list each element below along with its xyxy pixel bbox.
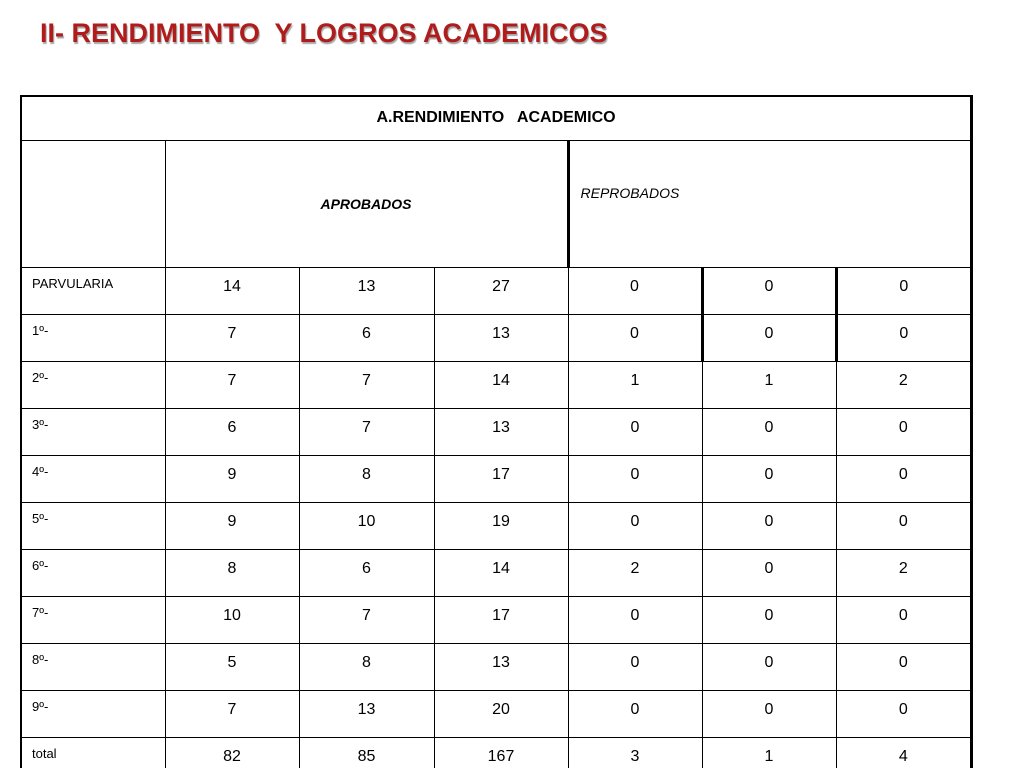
table-cell: 7 — [299, 408, 434, 455]
table-cell: 0 — [702, 596, 836, 643]
table-cell: 9 — [165, 502, 299, 549]
table-cell: 0 — [568, 455, 702, 502]
table-cell: 0 — [702, 549, 836, 596]
table-cell: 0 — [702, 643, 836, 690]
table-cell: 0 — [702, 267, 836, 314]
table-cell: 6 — [299, 549, 434, 596]
table-cell: 0 — [836, 455, 970, 502]
table-cell: 3 — [568, 737, 702, 768]
table-cell: 13 — [434, 314, 568, 361]
table-cell: 13 — [434, 643, 568, 690]
reprobados-header: REPROBADOS — [568, 140, 970, 267]
table-cell: 6 — [165, 408, 299, 455]
table-cell: 20 — [434, 690, 568, 737]
table-row — [22, 455, 970, 502]
table-cell: 19 — [434, 502, 568, 549]
table-cell: 1 — [702, 361, 836, 408]
row-label: 8º- — [22, 643, 165, 690]
row-label: 1º- — [22, 314, 165, 361]
table-cell: 1 — [702, 737, 836, 768]
table-cell: 0 — [836, 314, 970, 361]
table-cell: 13 — [299, 690, 434, 737]
table-cell: 27 — [434, 267, 568, 314]
table-cell: 4 — [836, 737, 970, 768]
table-cell: 0 — [836, 596, 970, 643]
row-label: PARVULARIA — [22, 267, 165, 314]
row-label: 2º- — [22, 361, 165, 408]
table-row — [22, 690, 970, 737]
table-header: A.RENDIMIENTO ACADEMICO — [22, 97, 970, 140]
table-cell: 8 — [165, 549, 299, 596]
table-cell: 17 — [434, 455, 568, 502]
table-row — [22, 267, 970, 314]
table-row — [22, 596, 970, 643]
row-label: 5º- — [22, 502, 165, 549]
table-cell: 8 — [299, 643, 434, 690]
table-cell: 6 — [299, 314, 434, 361]
table-cell: 0 — [702, 502, 836, 549]
table-cell: 9 — [165, 455, 299, 502]
academic-performance-table — [22, 97, 970, 768]
row-label: 7º- — [22, 596, 165, 643]
table-cell: 0 — [702, 690, 836, 737]
row-label: 6º- — [22, 549, 165, 596]
table-cell: 10 — [299, 502, 434, 549]
group-header-row — [22, 140, 970, 267]
table-row — [22, 502, 970, 549]
table-cell: 0 — [568, 596, 702, 643]
table-cell: 0 — [568, 643, 702, 690]
table-cell: 0 — [568, 690, 702, 737]
table-cell: 1 — [568, 361, 702, 408]
table-cell: 7 — [299, 361, 434, 408]
table-cell: 82 — [165, 737, 299, 768]
table-cell: 0 — [836, 408, 970, 455]
row-label: 3º- — [22, 408, 165, 455]
table-cell: 2 — [836, 361, 970, 408]
table-cell: 7 — [299, 596, 434, 643]
table-cell: 0 — [836, 643, 970, 690]
table-cell: 7 — [165, 361, 299, 408]
table-cell: 7 — [165, 690, 299, 737]
table-cell: 7 — [165, 314, 299, 361]
table-cell: 0 — [568, 314, 702, 361]
table-cell: 0 — [568, 267, 702, 314]
row-label: 9º- — [22, 690, 165, 737]
row-label: 4º- — [22, 455, 165, 502]
table-row — [22, 408, 970, 455]
table-cell: 2 — [568, 549, 702, 596]
table-row — [22, 314, 970, 361]
table-cell: 14 — [165, 267, 299, 314]
table-cell: 0 — [702, 314, 836, 361]
table-row — [22, 361, 970, 408]
table-container — [20, 95, 973, 768]
table-header-row — [22, 97, 970, 140]
table-cell: 14 — [434, 361, 568, 408]
table-cell: 0 — [568, 502, 702, 549]
table-cell: 13 — [434, 408, 568, 455]
table-cell: 167 — [434, 737, 568, 768]
table-row — [22, 643, 970, 690]
table-cell: 17 — [434, 596, 568, 643]
table-row — [22, 549, 970, 596]
blank-corner-cell — [22, 140, 165, 267]
table-cell: 0 — [836, 502, 970, 549]
table-cell: 85 — [299, 737, 434, 768]
table-cell: 0 — [568, 408, 702, 455]
table-cell: 0 — [836, 690, 970, 737]
table-cell: 5 — [165, 643, 299, 690]
table-cell: 0 — [702, 455, 836, 502]
table-cell: 2 — [836, 549, 970, 596]
aprobados-header: APROBADOS — [165, 140, 568, 267]
table-cell: 10 — [165, 596, 299, 643]
table-cell: 14 — [434, 549, 568, 596]
page-title: II- RENDIMIENTO Y LOGROS ACADEMICOS — [40, 18, 608, 48]
table-cell: 0 — [836, 267, 970, 314]
table-cell: 0 — [702, 408, 836, 455]
table-row — [22, 737, 970, 768]
table-cell: 13 — [299, 267, 434, 314]
row-label: total — [22, 737, 165, 768]
table-cell: 8 — [299, 455, 434, 502]
